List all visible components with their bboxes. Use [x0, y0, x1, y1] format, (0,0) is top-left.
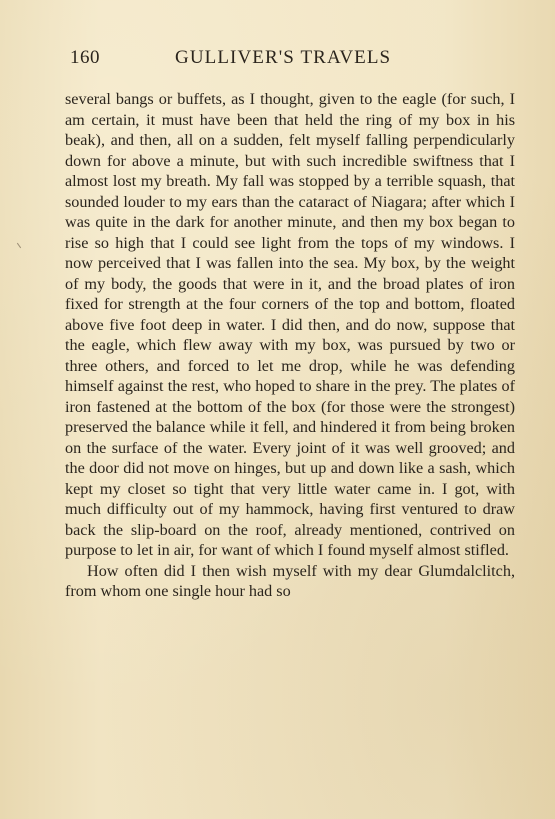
- paragraph-1: several bangs or buffets, as I thought, given to the eagle (for such, I am certain, it must have been that held the ring of my box in his beak), and then, all on a sudden, felt myself falling perpendicularly down for above a minute, but with such incredible swiftness that I almost lost my breath. My fall was stopped by a terrible squash, that sounded louder to my ears than the cataract of Niagara; after which I was quite in the dark for another minute, and then my box began to rise so high that I could see light from the tops of my windows. I now perceived that I was fallen into the sea. My box, by the weight of my body, the goods that were in it, and the broad plates of iron fixed for strength at the four corners of the top and bottom, floated above five foot deep in water. I did then, and do now, suppose that the eagle, which flew away with my box, was pursued by two or three others, and forced to let me drop, while he was defending himself against the rest, who hoped to share in the prey. The plates of iron fastened at the bottom of the box (for those were the strongest) preserved the balance while it fell, and hindered it from being broken on the surface of the water. Every joint of it was well grooved; and the door did not move on hinges, but up and down like a sash, which kept my closet so tight that very little water came in. I got, with much difficulty out of my hammock, having first ventured to draw back the slip-board on the roof, already mentioned, contrived on purpose to let in air, for want of which I found myself almost stifled.: [65, 90, 515, 559]
- margin-mark: [17, 243, 21, 248]
- running-head: GULLIVER'S TRAVELS: [175, 47, 392, 68]
- paragraph-2: How often did I then wish myself with my dear Glumdalclitch, from whom one single hour had so: [65, 561, 515, 600]
- page-number: 160: [70, 47, 100, 68]
- body-text: [65, 89, 515, 602]
- page-header: [70, 47, 515, 73]
